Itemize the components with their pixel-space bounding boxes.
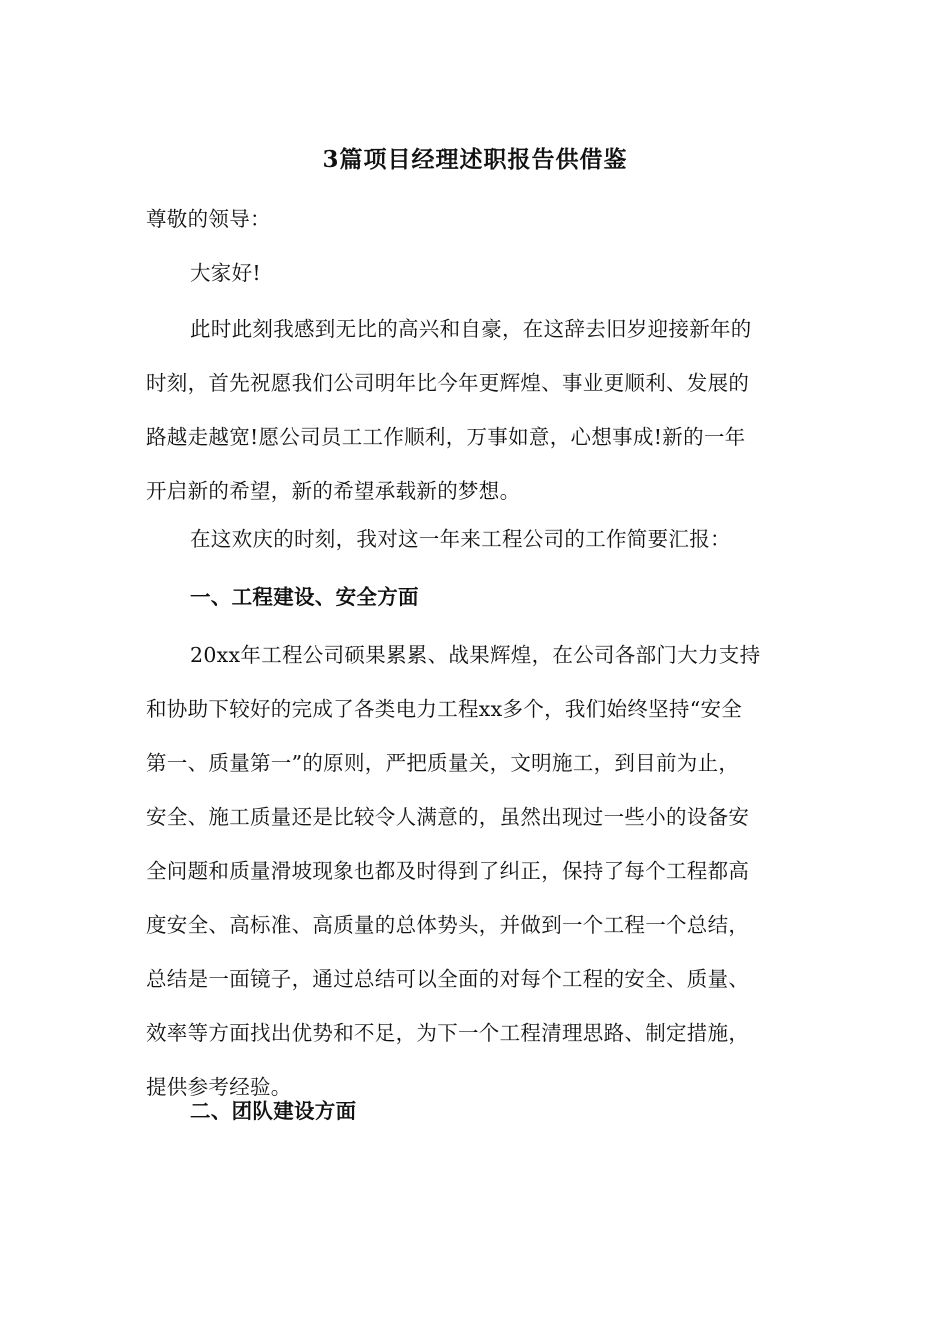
section-heading-text: 二、团队建设方面 — [190, 1099, 357, 1123]
paragraph-report-intro — [146, 512, 806, 566]
paragraph-line: 在这欢庆的时刻，我对这一年来工程公司的工作简要汇报： — [190, 527, 731, 551]
paragraph-line: 提供参考经验。 — [146, 1075, 292, 1099]
salutation-text: 尊敬的领导： — [146, 207, 271, 231]
paragraph-line: 此时此刻我感到无比的高兴和自豪，在这辞去旧岁迎接新年的 — [190, 317, 752, 341]
paragraph-line: 和协助下较好的完成了各类电力工程xx多个，我们始终坚持“安全 — [146, 697, 743, 721]
paragraph-line: 路越走越宽!愿公司员工工作顺利，万事如意，心想事成!新的一年 — [146, 425, 746, 449]
salutation — [146, 192, 806, 246]
paragraph-opening — [146, 302, 806, 518]
section-heading-1 — [146, 570, 806, 624]
document-title: 3篇项目经理述职报告供借鉴 — [322, 146, 628, 173]
paragraph-line: 效率等方面找出优势和不足，为下一个工程清理思路、制定措施， — [146, 1021, 750, 1045]
paragraph-line: 20xx年工程公司硕果累累、战果辉煌，在公司各部门大力支持 — [190, 643, 761, 667]
paragraph-line: 安全、施工质量还是比较令人满意的，虽然出现过一些小的设备安 — [146, 805, 750, 829]
paragraph-engineering-safety — [146, 628, 806, 1114]
paragraph-line: 第一、质量第一”的原则，严把质量关，文明施工，到目前为止， — [146, 751, 740, 775]
paragraph-line: 时刻，首先祝愿我们公司明年比今年更辉煌、事业更顺利、发展的 — [146, 371, 750, 395]
section-heading-text: 一、工程建设、安全方面 — [190, 585, 419, 609]
section-heading-2 — [146, 1084, 806, 1138]
greeting-text: 大家好! — [190, 261, 261, 285]
greeting — [146, 246, 806, 300]
paragraph-line: 开启新的希望，新的希望承载新的梦想。 — [146, 479, 521, 503]
paragraph-line: 总结是一面镜子，通过总结可以全面的对每个工程的安全、质量、 — [146, 967, 750, 991]
paragraph-line: 度安全、高标准、高质量的总体势头，并做到一个工程一个总结， — [146, 913, 750, 937]
paragraph-line: 全问题和质量滑坡现象也都及时得到了纠正，保持了每个工程都高 — [146, 859, 750, 883]
